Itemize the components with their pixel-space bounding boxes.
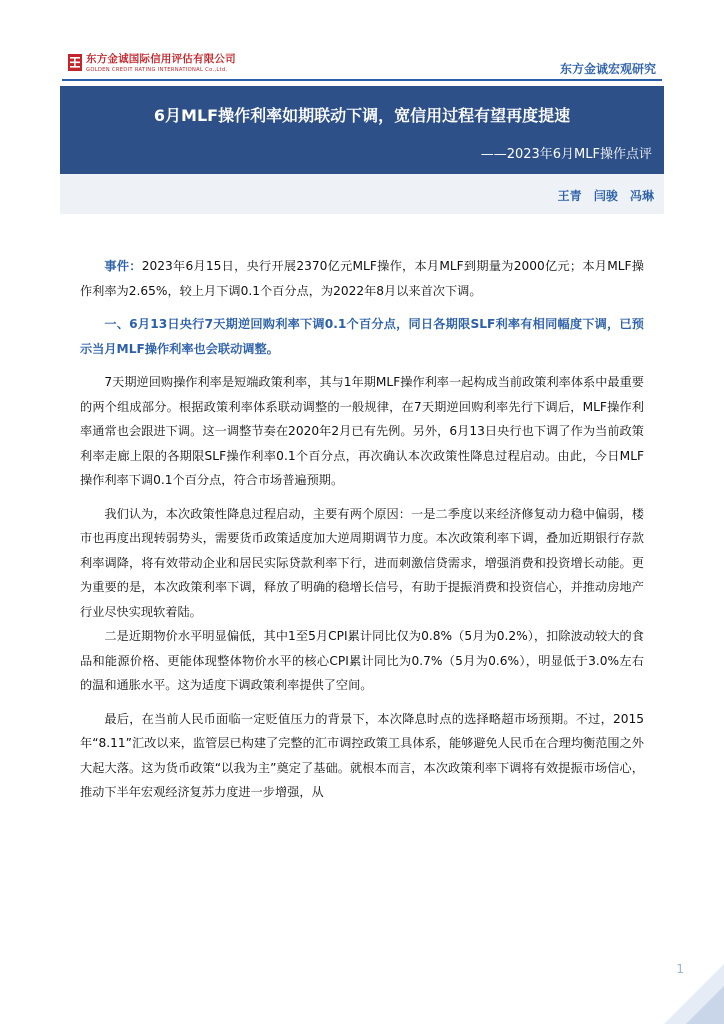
paragraph-3: 二是近期物价水平明显偏低，其中1至5月CPI累计同比仅为0.8%（5月为0.2%），扣除波动较大的食品和能源价格、更能体现整体物价水平的核心CPI累计同比为0.7%（5月为0.6%），明显低于3.0%左右的温和通胀水平。这为适度下调政策利率提供了空间。 — [80, 629, 644, 692]
title-banner — [60, 86, 664, 174]
header-divider — [62, 79, 662, 81]
section-heading-1: 一、6月13日央行7天期逆回购利率下调0.1个百分点，同日各期限SLF利率有相同幅度下调，已预示当月MLF操作利率也会联动调整。 — [80, 317, 644, 356]
event-text: 2023年6月15日，央行开展2370亿元MLF操作，本月MLF到期量为2000亿元；本月MLF操作利率为2.65%，较上月下调0.1个百分点，为2022年8月以来首次下调。 — [80, 259, 644, 298]
event-label: 事件： — [104, 259, 142, 273]
series-label: 东方金诚宏观研究 — [559, 62, 656, 76]
report-subtitle: ——2023年6月MLF操作点评 — [480, 147, 652, 162]
company-name-en: GOLDEN CREDIT RATING INTERNATIONAL Co.,Ltd. — [86, 67, 228, 73]
event-paragraph — [80, 254, 644, 303]
paragraph-2: 我们认为，本次政策性降息过程启动，主要有两个原因：一是二季度以来经济修复动力稳中偏弱，楼市也再度出现转弱势头，需要货币政策适度加大逆周期调节力度。本次政策利率下调，叠加近期银行存款利率调降，将有效带动企业和居民实际贷款利率下行，进而刺激信贷需求，增强消费和投资增长动能。更为重要的是，本次政策利率下调，释放了明确的稳增长信号，有助于提振消费和投资信心，并推动房地产行业尽快实现软着陆。 — [80, 506, 644, 619]
author-banner — [60, 174, 664, 214]
logo-mark-icon — [68, 54, 82, 71]
paragraph-4: 最后，在当前人民币面临一定贬值压力的背景下，本次降息时点的选择略超市场预期。不过，2015年“8.11”汇改以来，监管层已构建了完整的汇市调控政策工具体系，能够避免人民币在合理均衡范围之外大起大落。这为货币政策“以我为主”奠定了基础。就根本而言，本次政策利率下调将有效提振市场信心，推动下半年宏观经济复苏力度进一步增强，从 — [80, 711, 644, 799]
report-title: 6月MLF操作利率如期联动下调，宽信用过程有望再度提速 — [153, 106, 571, 125]
company-name-cn: 东方金诚国际信用评估有限公司 — [86, 53, 236, 65]
company-logo — [68, 51, 236, 73]
authors: 王青 闫骏 冯琳 — [557, 189, 654, 203]
report-body — [80, 254, 644, 805]
corner-decoration-icon — [664, 964, 724, 1024]
page-number: 1 — [676, 962, 684, 976]
paragraph-1: 7天期逆回购操作利率是短端政策利率，其与1年期MLF操作利率一起构成当前政策利率体系中最重要的两个组成部分。根据政策利率体系联动调整的一般规律，在7天期逆回购利率先行下调后，MLF操作利率通常也会跟进下调。这一调整节奏在2020年2月已有先例。另外，6月13日央行也下调了作为当前政策利率走廊上限的各期限SLF操作利率0.1个百分点，再次确认本次政策性降息过程启动。由此，今日MLF操作利率下调0.1个百分点，符合市场普遍预期。 — [80, 375, 644, 487]
